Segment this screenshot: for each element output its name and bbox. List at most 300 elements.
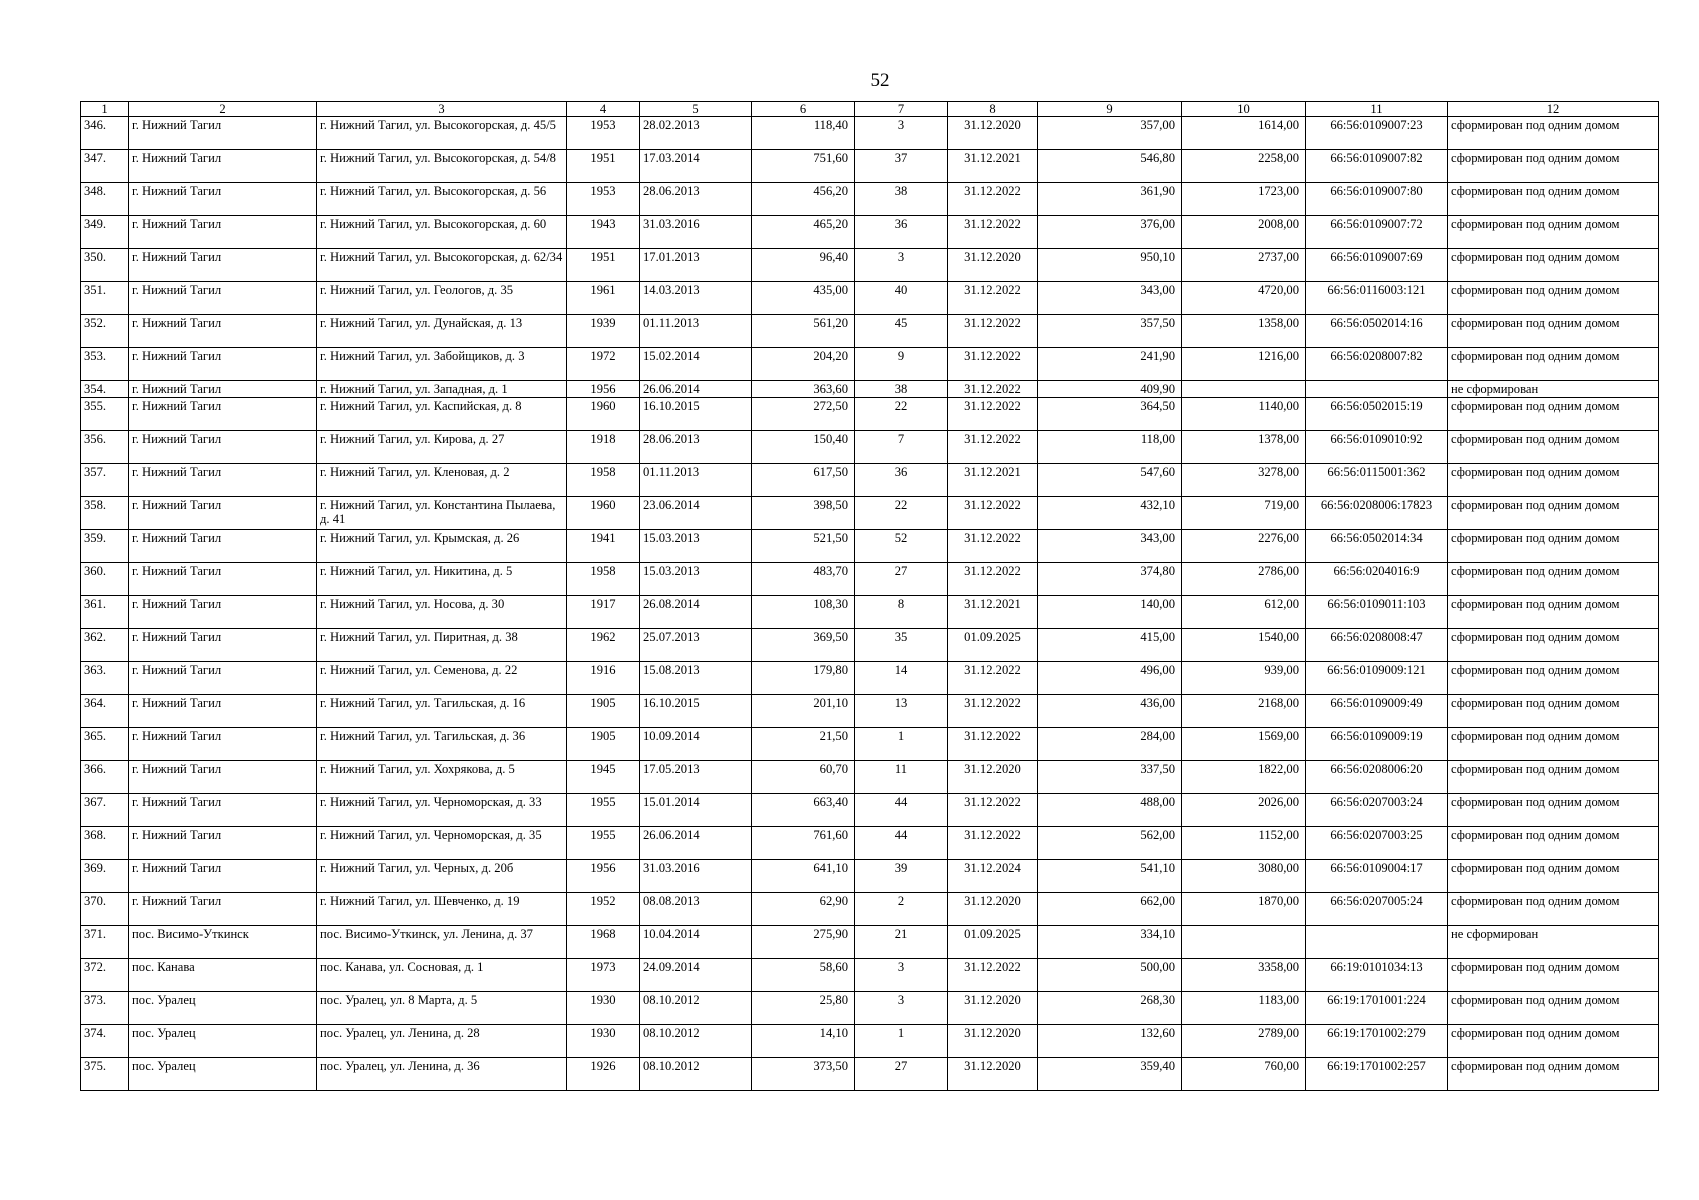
page-number: 52 xyxy=(870,70,890,91)
row-number: 349. xyxy=(81,216,129,249)
year-cell: 1941 xyxy=(567,530,640,563)
status-cell: сформирован под одним домом xyxy=(1448,315,1659,348)
year-cell: 1973 xyxy=(567,959,640,992)
area-cell: 150,40 xyxy=(752,431,855,464)
address-cell: г. Нижний Тагил, ул. Забойщиков, д. 3 xyxy=(317,348,567,381)
date-cell: 28.06.2013 xyxy=(640,431,752,464)
value-cell: 268,30 xyxy=(1038,992,1182,1025)
value-cell: 2168,00 xyxy=(1182,695,1306,728)
row-number: 375. xyxy=(81,1058,129,1091)
cadastral-number-cell: 66:56:0204016:9 xyxy=(1306,563,1448,596)
area-cell: 373,50 xyxy=(752,1058,855,1091)
date-cell: 15.02.2014 xyxy=(640,348,752,381)
row-number: 374. xyxy=(81,1025,129,1058)
value-cell: 1870,00 xyxy=(1182,893,1306,926)
count-cell: 44 xyxy=(855,794,948,827)
area-cell: 456,20 xyxy=(752,183,855,216)
settlement-cell: г. Нижний Тагил xyxy=(129,728,317,761)
count-cell: 35 xyxy=(855,629,948,662)
value-cell: 2737,00 xyxy=(1182,249,1306,282)
table-row xyxy=(81,398,1659,431)
area-cell: 398,50 xyxy=(752,497,855,530)
cadastral-number-cell: 66:56:0109009:121 xyxy=(1306,662,1448,695)
deadline-cell: 31.12.2022 xyxy=(948,431,1038,464)
count-cell: 38 xyxy=(855,183,948,216)
status-cell: сформирован под одним домом xyxy=(1448,398,1659,431)
area-cell: 363,60 xyxy=(752,381,855,398)
cadastral-number-cell: 66:56:0207003:25 xyxy=(1306,827,1448,860)
table-row xyxy=(81,695,1659,728)
settlement-cell: пос. Уралец xyxy=(129,1025,317,1058)
table-row xyxy=(81,563,1659,596)
cadastral-number-cell: 66:56:0207003:24 xyxy=(1306,794,1448,827)
value-cell: 132,60 xyxy=(1038,1025,1182,1058)
address-cell: г. Нижний Тагил, ул. Высокогорская, д. 54/8 xyxy=(317,150,567,183)
date-cell: 31.03.2016 xyxy=(640,860,752,893)
year-cell: 1958 xyxy=(567,464,640,497)
column-header: 9 xyxy=(1038,102,1182,117)
table-row xyxy=(81,282,1659,315)
value-cell: 1569,00 xyxy=(1182,728,1306,761)
area-cell: 96,40 xyxy=(752,249,855,282)
address-cell: г. Нижний Тагил, ул. Дунайская, д. 13 xyxy=(317,315,567,348)
value-cell: 1822,00 xyxy=(1182,761,1306,794)
year-cell: 1905 xyxy=(567,695,640,728)
count-cell: 3 xyxy=(855,992,948,1025)
table-row xyxy=(81,497,1659,530)
deadline-cell: 31.12.2021 xyxy=(948,596,1038,629)
deadline-cell: 31.12.2022 xyxy=(948,827,1038,860)
row-number: 347. xyxy=(81,150,129,183)
date-cell: 15.03.2013 xyxy=(640,563,752,596)
date-cell: 08.10.2012 xyxy=(640,1025,752,1058)
deadline-cell: 31.12.2020 xyxy=(948,893,1038,926)
value-cell: 415,00 xyxy=(1038,629,1182,662)
settlement-cell: г. Нижний Тагил xyxy=(129,315,317,348)
count-cell: 2 xyxy=(855,893,948,926)
date-cell: 14.03.2013 xyxy=(640,282,752,315)
cadastral-number-cell: 66:19:1701002:257 xyxy=(1306,1058,1448,1091)
table-row xyxy=(81,315,1659,348)
year-cell: 1952 xyxy=(567,893,640,926)
value-cell: 140,00 xyxy=(1038,596,1182,629)
year-cell: 1972 xyxy=(567,348,640,381)
address-cell: г. Нижний Тагил, ул. Хохрякова, д. 5 xyxy=(317,761,567,794)
table-row xyxy=(81,249,1659,282)
cadastral-number-cell: 66:56:0109009:19 xyxy=(1306,728,1448,761)
column-header: 4 xyxy=(567,102,640,117)
count-cell: 1 xyxy=(855,728,948,761)
count-cell: 22 xyxy=(855,398,948,431)
row-number: 372. xyxy=(81,959,129,992)
year-cell: 1945 xyxy=(567,761,640,794)
value-cell: 1540,00 xyxy=(1182,629,1306,662)
row-number: 365. xyxy=(81,728,129,761)
value-cell: 3080,00 xyxy=(1182,860,1306,893)
value-cell: 118,00 xyxy=(1038,431,1182,464)
table-row xyxy=(81,860,1659,893)
deadline-cell: 31.12.2022 xyxy=(948,662,1038,695)
deadline-cell: 31.12.2022 xyxy=(948,728,1038,761)
count-cell: 27 xyxy=(855,1058,948,1091)
address-cell: пос. Канава, ул. Сосновая, д. 1 xyxy=(317,959,567,992)
count-cell: 45 xyxy=(855,315,948,348)
status-cell: сформирован под одним домом xyxy=(1448,249,1659,282)
date-cell: 31.03.2016 xyxy=(640,216,752,249)
table-row xyxy=(81,662,1659,695)
status-cell: сформирован под одним домом xyxy=(1448,794,1659,827)
cadastral-number-cell: 66:56:0109007:23 xyxy=(1306,117,1448,150)
count-cell: 11 xyxy=(855,761,948,794)
deadline-cell: 31.12.2022 xyxy=(948,695,1038,728)
year-cell: 1951 xyxy=(567,150,640,183)
row-number: 355. xyxy=(81,398,129,431)
value-cell: 376,00 xyxy=(1038,216,1182,249)
deadline-cell: 31.12.2021 xyxy=(948,150,1038,183)
row-number: 371. xyxy=(81,926,129,959)
year-cell: 1917 xyxy=(567,596,640,629)
status-cell: сформирован под одним домом xyxy=(1448,893,1659,926)
row-number: 370. xyxy=(81,893,129,926)
table-row xyxy=(81,381,1659,398)
settlement-cell: пос. Уралец xyxy=(129,992,317,1025)
count-cell: 14 xyxy=(855,662,948,695)
deadline-cell: 31.12.2022 xyxy=(948,530,1038,563)
table-row xyxy=(81,150,1659,183)
value-cell: 359,40 xyxy=(1038,1058,1182,1091)
status-cell: сформирован под одним домом xyxy=(1448,117,1659,150)
area-cell: 663,40 xyxy=(752,794,855,827)
date-cell: 17.05.2013 xyxy=(640,761,752,794)
settlement-cell: г. Нижний Тагил xyxy=(129,860,317,893)
status-cell: сформирован под одним домом xyxy=(1448,992,1659,1025)
count-cell: 3 xyxy=(855,117,948,150)
area-cell: 761,60 xyxy=(752,827,855,860)
settlement-cell: г. Нижний Тагил xyxy=(129,348,317,381)
value-cell: 361,90 xyxy=(1038,183,1182,216)
cadastral-number-cell: 66:56:0208007:82 xyxy=(1306,348,1448,381)
table-row xyxy=(81,348,1659,381)
settlement-cell: г. Нижний Тагил xyxy=(129,695,317,728)
area-cell: 108,30 xyxy=(752,596,855,629)
value-cell: 1140,00 xyxy=(1182,398,1306,431)
deadline-cell: 31.12.2022 xyxy=(948,216,1038,249)
row-number: 358. xyxy=(81,497,129,530)
cadastral-number-cell: 66:56:0109009:49 xyxy=(1306,695,1448,728)
date-cell: 25.07.2013 xyxy=(640,629,752,662)
status-cell: сформирован под одним домом xyxy=(1448,1025,1659,1058)
area-cell: 561,20 xyxy=(752,315,855,348)
area-cell: 118,40 xyxy=(752,117,855,150)
area-cell: 465,20 xyxy=(752,216,855,249)
address-cell: г. Нижний Тагил, ул. Высокогорская, д. 45/5 xyxy=(317,117,567,150)
area-cell: 21,50 xyxy=(752,728,855,761)
table-row xyxy=(81,893,1659,926)
value-cell: 488,00 xyxy=(1038,794,1182,827)
date-cell: 08.10.2012 xyxy=(640,992,752,1025)
value-cell: 284,00 xyxy=(1038,728,1182,761)
cadastral-number-cell: 66:19:0101034:13 xyxy=(1306,959,1448,992)
table-row xyxy=(81,992,1659,1025)
year-cell: 1960 xyxy=(567,497,640,530)
row-number: 346. xyxy=(81,117,129,150)
deadline-cell: 31.12.2020 xyxy=(948,249,1038,282)
cadastral-number-cell xyxy=(1306,381,1448,398)
address-cell: пос. Уралец, ул. 8 Марта, д. 5 xyxy=(317,992,567,1025)
date-cell: 26.08.2014 xyxy=(640,596,752,629)
column-header: 8 xyxy=(948,102,1038,117)
count-cell: 9 xyxy=(855,348,948,381)
count-cell: 1 xyxy=(855,1025,948,1058)
table-row xyxy=(81,596,1659,629)
address-cell: г. Нижний Тагил, ул. Кленовая, д. 2 xyxy=(317,464,567,497)
settlement-cell: г. Нижний Тагил xyxy=(129,249,317,282)
row-number: 363. xyxy=(81,662,129,695)
address-cell: г. Нижний Тагил, ул. Носова, д. 30 xyxy=(317,596,567,629)
table-row xyxy=(81,926,1659,959)
address-cell: пос. Уралец, ул. Ленина, д. 28 xyxy=(317,1025,567,1058)
settlement-cell: г. Нижний Тагил xyxy=(129,761,317,794)
settlement-cell: г. Нижний Тагил xyxy=(129,794,317,827)
value-cell: 2276,00 xyxy=(1182,530,1306,563)
value-cell: 2026,00 xyxy=(1182,794,1306,827)
count-cell: 52 xyxy=(855,530,948,563)
settlement-cell: пос. Канава xyxy=(129,959,317,992)
deadline-cell: 01.09.2025 xyxy=(948,629,1038,662)
row-number: 353. xyxy=(81,348,129,381)
deadline-cell: 31.12.2022 xyxy=(948,381,1038,398)
row-number: 356. xyxy=(81,431,129,464)
value-cell: 1216,00 xyxy=(1182,348,1306,381)
cadastral-number-cell: 66:56:0109007:80 xyxy=(1306,183,1448,216)
row-number: 354. xyxy=(81,381,129,398)
value-cell xyxy=(1182,381,1306,398)
status-cell: сформирован под одним домом xyxy=(1448,216,1659,249)
value-cell: 364,50 xyxy=(1038,398,1182,431)
settlement-cell: г. Нижний Тагил xyxy=(129,183,317,216)
housing-table xyxy=(80,101,1659,1091)
deadline-cell: 31.12.2022 xyxy=(948,348,1038,381)
date-cell: 15.08.2013 xyxy=(640,662,752,695)
value-cell: 2786,00 xyxy=(1182,563,1306,596)
row-number: 361. xyxy=(81,596,129,629)
address-cell: г. Нижний Тагил, ул. Высокогорская, д. 56 xyxy=(317,183,567,216)
value-cell: 2258,00 xyxy=(1182,150,1306,183)
status-cell: не сформирован xyxy=(1448,381,1659,398)
area-cell: 435,00 xyxy=(752,282,855,315)
table-row xyxy=(81,464,1659,497)
area-cell: 521,50 xyxy=(752,530,855,563)
year-cell: 1939 xyxy=(567,315,640,348)
column-header: 12 xyxy=(1448,102,1659,117)
status-cell: сформирован под одним домом xyxy=(1448,827,1659,860)
row-number: 351. xyxy=(81,282,129,315)
row-number: 364. xyxy=(81,695,129,728)
date-cell: 26.06.2014 xyxy=(640,381,752,398)
status-cell: сформирован под одним домом xyxy=(1448,348,1659,381)
address-cell: г. Нижний Тагил, ул. Каспийская, д. 8 xyxy=(317,398,567,431)
deadline-cell: 01.09.2025 xyxy=(948,926,1038,959)
value-cell: 2008,00 xyxy=(1182,216,1306,249)
address-cell: г. Нижний Тагил, ул. Пиритная, д. 38 xyxy=(317,629,567,662)
table-row xyxy=(81,728,1659,761)
value-cell: 950,10 xyxy=(1038,249,1182,282)
table-row xyxy=(81,959,1659,992)
row-number: 357. xyxy=(81,464,129,497)
area-cell: 641,10 xyxy=(752,860,855,893)
cadastral-number-cell: 66:56:0208006:20 xyxy=(1306,761,1448,794)
deadline-cell: 31.12.2022 xyxy=(948,497,1038,530)
date-cell: 01.11.2013 xyxy=(640,315,752,348)
date-cell: 28.06.2013 xyxy=(640,183,752,216)
status-cell: сформирован под одним домом xyxy=(1448,728,1659,761)
settlement-cell: г. Нижний Тагил xyxy=(129,827,317,860)
count-cell: 36 xyxy=(855,216,948,249)
deadline-cell: 31.12.2022 xyxy=(948,183,1038,216)
address-cell: г. Нижний Тагил, ул. Западная, д. 1 xyxy=(317,381,567,398)
area-cell: 751,60 xyxy=(752,150,855,183)
date-cell: 16.10.2015 xyxy=(640,398,752,431)
settlement-cell: г. Нижний Тагил xyxy=(129,563,317,596)
cadastral-number-cell: 66:56:0208008:47 xyxy=(1306,629,1448,662)
table-row xyxy=(81,216,1659,249)
address-cell: г. Нижний Тагил, ул. Черноморская, д. 33 xyxy=(317,794,567,827)
year-cell: 1930 xyxy=(567,1025,640,1058)
cadastral-number-cell: 66:56:0109011:103 xyxy=(1306,596,1448,629)
value-cell: 562,00 xyxy=(1038,827,1182,860)
value-cell: 500,00 xyxy=(1038,959,1182,992)
deadline-cell: 31.12.2022 xyxy=(948,563,1038,596)
row-number: 373. xyxy=(81,992,129,1025)
table-row xyxy=(81,117,1659,150)
year-cell: 1960 xyxy=(567,398,640,431)
deadline-cell: 31.12.2020 xyxy=(948,117,1038,150)
year-cell: 1943 xyxy=(567,216,640,249)
value-cell: 541,10 xyxy=(1038,860,1182,893)
date-cell: 16.10.2015 xyxy=(640,695,752,728)
cadastral-number-cell: 66:56:0115001:362 xyxy=(1306,464,1448,497)
status-cell: сформирован под одним домом xyxy=(1448,761,1659,794)
deadline-cell: 31.12.2020 xyxy=(948,1025,1038,1058)
settlement-cell: г. Нижний Тагил xyxy=(129,596,317,629)
table-row xyxy=(81,431,1659,464)
column-header: 7 xyxy=(855,102,948,117)
deadline-cell: 31.12.2022 xyxy=(948,794,1038,827)
deadline-cell: 31.12.2021 xyxy=(948,464,1038,497)
address-cell: г. Нижний Тагил, ул. Кирова, д. 27 xyxy=(317,431,567,464)
date-cell: 23.06.2014 xyxy=(640,497,752,530)
date-cell: 17.03.2014 xyxy=(640,150,752,183)
settlement-cell: г. Нижний Тагил xyxy=(129,381,317,398)
row-number: 366. xyxy=(81,761,129,794)
year-cell: 1956 xyxy=(567,381,640,398)
count-cell: 3 xyxy=(855,249,948,282)
value-cell: 409,90 xyxy=(1038,381,1182,398)
cadastral-number-cell: 66:56:0109007:72 xyxy=(1306,216,1448,249)
column-number-row xyxy=(81,102,1659,117)
date-cell: 01.11.2013 xyxy=(640,464,752,497)
value-cell: 1183,00 xyxy=(1182,992,1306,1025)
status-cell: сформирован под одним домом xyxy=(1448,150,1659,183)
status-cell: сформирован под одним домом xyxy=(1448,563,1659,596)
address-cell: пос. Висимо-Уткинск, ул. Ленина, д. 37 xyxy=(317,926,567,959)
value-cell: 2789,00 xyxy=(1182,1025,1306,1058)
cadastral-number-cell: 66:56:0502014:34 xyxy=(1306,530,1448,563)
address-cell: г. Нижний Тагил, ул. Черноморская, д. 35 xyxy=(317,827,567,860)
year-cell: 1968 xyxy=(567,926,640,959)
address-cell: г. Нижний Тагил, ул. Высокогорская, д. 60 xyxy=(317,216,567,249)
settlement-cell: г. Нижний Тагил xyxy=(129,497,317,530)
deadline-cell: 31.12.2022 xyxy=(948,959,1038,992)
count-cell: 37 xyxy=(855,150,948,183)
value-cell: 241,90 xyxy=(1038,348,1182,381)
area-cell: 62,90 xyxy=(752,893,855,926)
value-cell: 1723,00 xyxy=(1182,183,1306,216)
address-cell: г. Нижний Тагил, ул. Семенова, д. 22 xyxy=(317,662,567,695)
year-cell: 1953 xyxy=(567,117,640,150)
address-cell: г. Нижний Тагил, ул. Тагильская, д. 16 xyxy=(317,695,567,728)
value-cell: 546,80 xyxy=(1038,150,1182,183)
area-cell: 179,80 xyxy=(752,662,855,695)
cadastral-number-cell: 66:56:0109007:82 xyxy=(1306,150,1448,183)
row-number: 350. xyxy=(81,249,129,282)
table-row xyxy=(81,629,1659,662)
value-cell: 3278,00 xyxy=(1182,464,1306,497)
cadastral-number-cell: 66:56:0502014:16 xyxy=(1306,315,1448,348)
address-cell: г. Нижний Тагил, ул. Константина Пылаева, д. 41 xyxy=(317,497,567,530)
column-header: 11 xyxy=(1306,102,1448,117)
settlement-cell: г. Нижний Тагил xyxy=(129,117,317,150)
value-cell: 612,00 xyxy=(1182,596,1306,629)
column-header: 2 xyxy=(129,102,317,117)
address-cell: г. Нижний Тагил, ул. Шевченко, д. 19 xyxy=(317,893,567,926)
address-cell: г. Нижний Тагил, ул. Тагильская, д. 36 xyxy=(317,728,567,761)
count-cell: 3 xyxy=(855,959,948,992)
date-cell: 24.09.2014 xyxy=(640,959,752,992)
settlement-cell: г. Нижний Тагил xyxy=(129,464,317,497)
cadastral-number-cell: 66:56:0502015:19 xyxy=(1306,398,1448,431)
address-cell: г. Нижний Тагил, ул. Крымская, д. 26 xyxy=(317,530,567,563)
value-cell: 1152,00 xyxy=(1182,827,1306,860)
address-cell: пос. Уралец, ул. Ленина, д. 36 xyxy=(317,1058,567,1091)
table-row xyxy=(81,1058,1659,1091)
address-cell: г. Нижний Тагил, ул. Черных, д. 20б xyxy=(317,860,567,893)
status-cell: сформирован под одним домом xyxy=(1448,629,1659,662)
value-cell: 432,10 xyxy=(1038,497,1182,530)
settlement-cell: пос. Висимо-Уткинск xyxy=(129,926,317,959)
table-row xyxy=(81,1025,1659,1058)
date-cell: 08.10.2012 xyxy=(640,1058,752,1091)
settlement-cell: г. Нижний Тагил xyxy=(129,282,317,315)
address-cell: г. Нижний Тагил, ул. Высокогорская, д. 62/34 xyxy=(317,249,567,282)
value-cell xyxy=(1182,926,1306,959)
count-cell: 21 xyxy=(855,926,948,959)
value-cell: 334,10 xyxy=(1038,926,1182,959)
status-cell: сформирован под одним домом xyxy=(1448,282,1659,315)
value-cell: 343,00 xyxy=(1038,530,1182,563)
year-cell: 1916 xyxy=(567,662,640,695)
count-cell: 8 xyxy=(855,596,948,629)
column-header: 1 xyxy=(81,102,129,117)
value-cell: 496,00 xyxy=(1038,662,1182,695)
value-cell: 436,00 xyxy=(1038,695,1182,728)
deadline-cell: 31.12.2020 xyxy=(948,1058,1038,1091)
address-cell: г. Нижний Тагил, ул. Никитина, д. 5 xyxy=(317,563,567,596)
row-number: 368. xyxy=(81,827,129,860)
count-cell: 22 xyxy=(855,497,948,530)
area-cell: 369,50 xyxy=(752,629,855,662)
status-cell: сформирован под одним домом xyxy=(1448,530,1659,563)
